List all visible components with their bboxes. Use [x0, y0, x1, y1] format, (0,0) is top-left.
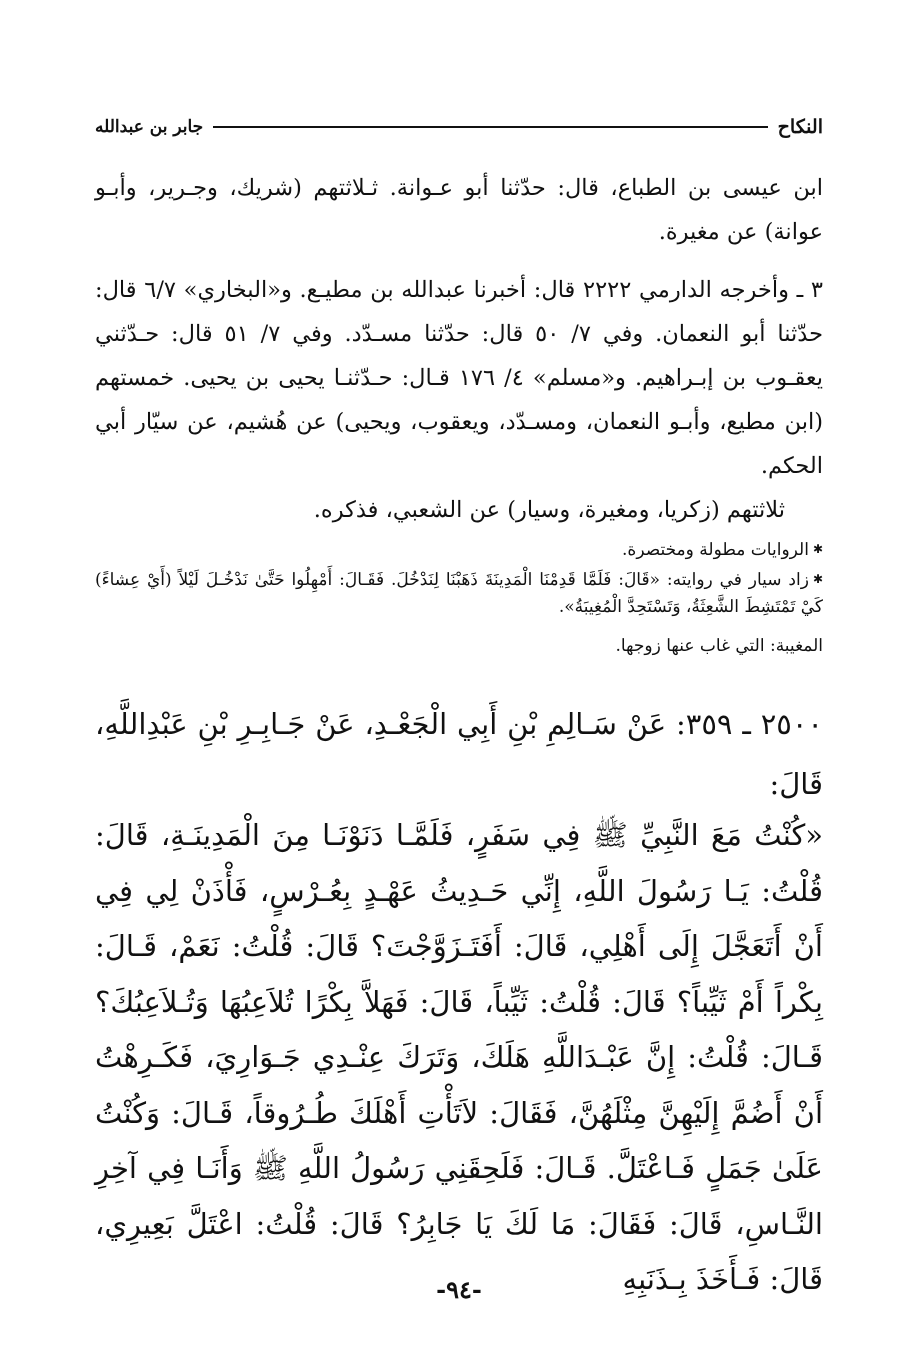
- paragraph-gap: [95, 254, 823, 268]
- narrator-title: جابر بن عبدالله: [95, 117, 204, 137]
- star-icon: ✱: [812, 542, 823, 556]
- note-1: [95, 536, 823, 564]
- hadith-heading: ٢٥٠٠ ـ ٣٥٩: عَنْ سَـالِمِ بْنِ أَبِي الْجَعْـدِ، عَنْ جَـابِـرِ بْنِ عَبْدِاللَّهِ، قَالَ:: [95, 707, 823, 801]
- header-rule: [213, 126, 767, 128]
- note-2-text: زاد سيار في روايته: «قَالَ: فَلَمَّا قَدِمْنَا الْمَدِينَةَ ذَهَبْنَا لِنَدْخُلَ. فَقَـالَ: أَمْهِلُوا حَتَّىٰ نَدْخُـلَ لَيْلاً (أَيْ عِشاءً) كَيْ تَمْتَشِطَ الشَّعِثَةُ، وَتَسْتَحِدَّ الْمُغِيبَةُ».: [95, 570, 823, 617]
- note-1-text: الروايات مطولة ومختصرة.: [622, 540, 809, 560]
- note-2: [95, 566, 823, 621]
- source-paragraph-2: ٣ ـ وأخرجه الدارمي ٢٢٢٢ قال: أخبرنا عبدالله بن مطيـع. و«البخاري» ٦/٧ قال: حدّثنا أبو النعمان. وفي ٧/ ٥٠ قال: حدّثنا مسـدّد. وفي ٧/ ٥١ قال: حـدّثني يعقـوب بن إبـراهيم. و«مسلم» ٤/ ١٧٦ قـال: حـدّثنـا يحيى بن يحيى. خمستهم (ابن مطيع، وأبـو النعمان، ومسـدّد، ويعقوب، ويحيى) عن هُشيم، عن سيّار أبي الحكم.: [95, 277, 824, 479]
- source-references: [95, 166, 823, 532]
- footnotes: [95, 536, 823, 662]
- star-icon: ✱: [812, 572, 823, 586]
- running-header: [95, 112, 823, 142]
- hadith-body: «كُنْتُ مَعَ النَّبِيِّ ﷺ فِي سَفَرٍ، فَلَمَّـا دَنَوْنَـا مِنَ الْمَدِينَـةِ، قَالَ: قُلْتُ: يَـا رَسُولَ اللَّهِ، إِنِّي حَـدِيثُ عَهْـدٍ بِعُـرْسٍ، فَأْذَنْ لِي فِي أَنْ أَتَعَجَّلَ إِلَى أَهْلِي، قَالَ: أَفَتَـزَوَّجْتَ؟ قَالَ: قُلْتُ: نَعَمْ، قَـالَ: بِكْراً أَمْ ثَيِّباً؟ قَالَ: قُلْتُ: ثَيِّباً، قَالَ: فَهَلاَّ بِكْرًا تُلاَعِبُهَا وَتُـلاَعِبُكَ؟ قَـالَ: قُلْتُ: إِنَّ عَبْـدَاللَّهِ هَلَكَ، وَتَرَكَ عِنْـدِي جَـوَارِيَ، فَكَـرِهْتُ أَنْ أَضُمَّ إِلَيْهِنَّ مِثْلَهُنَّ، فَقَالَ: لاَتَأْتِ أَهْلَكَ طُـرُوقاً، قَـالَ: وَكُنْتُ عَلَىٰ جَمَلٍ فَـاعْتَلَّ. قَـالَ: فَلَحِقَنِي رَسُولُ اللَّهِ ﷺ وَأَنَـا فِي آخِرِ النَّـاسِ، قَالَ: فَقَالَ: مَا لَكَ يَا جَابِرُ؟ قَالَ: قُلْتُ: اعْتَلَّ بَعِيرِي، قَالَ: فَـأَخَذَ بِـذَنَبِهِ: [95, 818, 823, 1296]
- chapter-title: النكاح: [777, 116, 823, 138]
- page-number: -٩٤-: [436, 1275, 482, 1304]
- source-paragraph-3: ثلاثتهم (زكريا، ومغيرة، وسيار) عن الشعبي، فذكره.: [313, 497, 785, 523]
- word-gloss: المغيبة: التي غاب عنها زوجها.: [615, 636, 823, 656]
- source-paragraph-1: ابن عيسى بن الطباع، قال: حدّثنا أبو عـوانة. ثـلاثتهم (شريك، وجـرير، وأبـو عوانة) عن مغيرة.: [95, 175, 823, 245]
